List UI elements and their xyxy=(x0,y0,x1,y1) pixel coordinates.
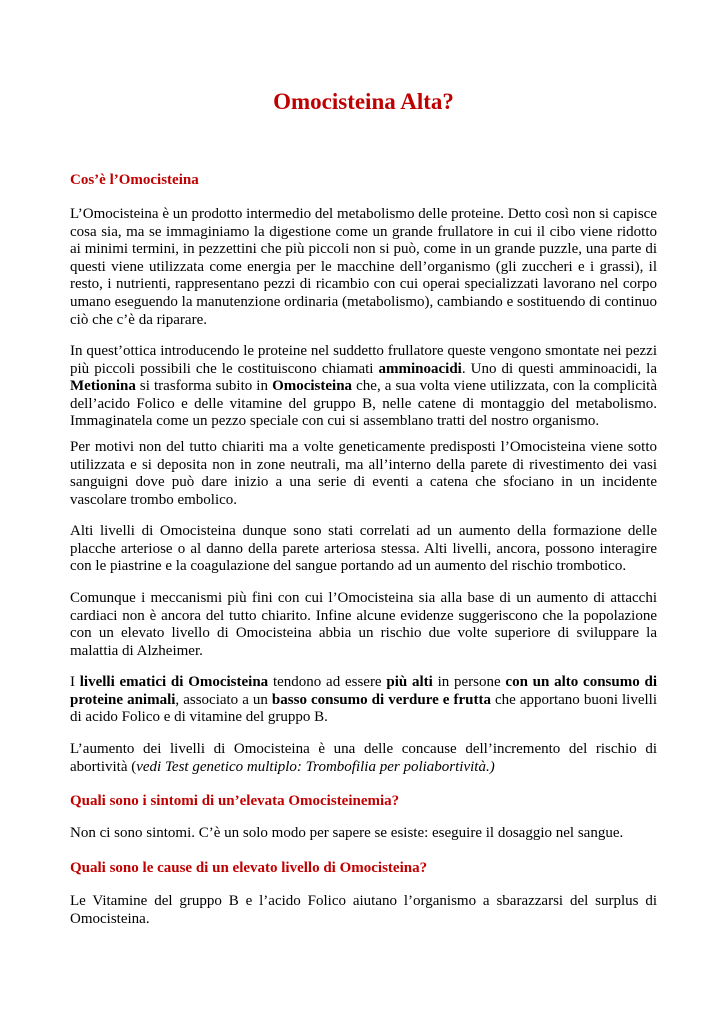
paragraph-text: in persone xyxy=(432,674,506,690)
section-heading-what-is: Cos’è l’Omocisteina xyxy=(70,172,199,188)
paragraph-amino-acids xyxy=(70,343,657,431)
paragraph-text: In quest’ottica introducendo le proteine nel suddetto frullatore queste vengono smontate nei pezzi più piccoli possibili che le costituiscono chiamati xyxy=(70,343,657,377)
page-title: Omocisteina Alta? xyxy=(273,89,454,114)
bold-term: Metionina xyxy=(70,378,136,395)
paragraph-mechanisms: Comunque i meccanismi più fini con cui l’Omocisteina sia alla base di un aumento di attacchi cardiaci non è ancora del tutto chiarito. Infine alcune evidenze suggeriscono che la popolazione con un elevato livello di Omocisteina abbia un rischio due volte superiore di sviluppare la malattia di Alzheimer. xyxy=(70,590,657,659)
italic-reference: vedi Test genetico multiplo: Trombofilia per poliabortività.) xyxy=(136,758,495,775)
paragraph-text: tendono ad essere xyxy=(268,674,387,690)
paragraph-text: L’aumento dei livelli di Omocisteina è una delle concause dell’incremento del rischio di abortività ( xyxy=(70,741,657,775)
paragraph-text: che, a sua volta viene utilizzata, con la complicità dell’acido Folico e delle vitamine del gruppo B, nelle catene di montaggio del metabolismo. Immaginatela come un pezzo speciale con cui si assemblano tratti del nostro organismo. xyxy=(70,378,657,430)
paragraph-abortivity xyxy=(70,741,657,776)
paragraph-text: . Uno di questi amminoacidi, la xyxy=(461,360,657,377)
paragraph-definition: L’Omocisteina è un prodotto intermedio del metabolismo delle proteine. Detto così non si capisce cosa sia, ma se immaginiamo la digestione come un grande frullatore in cui il cibo viene ridotto ai minimi termini, in pezzettini che più piccoli non si può, come in un grande puzzle, una parte di questi viene utilizzata come energia per le macchine dell’organismo (gli zuccheri e i grassi), il resto, i nutrienti, rappresentano pezzi di ricambio con cui operai specializzati lavorano nel corpo umano eseguendo la manutenzione ordinaria (metabolismo), cambiando e sostituendo di continuo ciò che c’è da riparare. xyxy=(70,206,657,328)
paragraph-deposit: Per motivi non del tutto chiariti ma a volte geneticamente predisposti l’Omocisteina viene sotto utilizzata e si deposita non in zone neutrali, ma all’interno della parete di rivestimento dei vasi sanguigni dove può dare inizio a una serie di eventi a catena che sfociano in un incidente vascolare trombo embolico. xyxy=(70,439,657,508)
paragraph-causes: Le Vitamine del gruppo B e l’acido Folico aiutano l’organismo a sbarazzarsi del surplus di Omocisteina. xyxy=(70,893,657,927)
paragraph-text: si trasforma subito in xyxy=(135,378,273,395)
bold-term: con un alto consumo di proteine animali xyxy=(70,674,657,708)
paragraph-text: che apportano buoni livelli di acido Folico e di vitamine del gruppo B. xyxy=(70,691,658,726)
paragraph-blood-levels xyxy=(70,674,657,727)
paragraph-symptoms: Non ci sono sintomi. C’è un solo modo per sapere se esiste: eseguire il dosaggio nel sangue. xyxy=(70,825,624,841)
bold-term: livelli ematici di Omocisteina xyxy=(79,674,269,690)
section-heading-symptoms: Quali sono i sintomi di un’elevata Omocisteinemia? xyxy=(70,793,400,809)
paragraph-text: I xyxy=(70,674,80,690)
bold-term: più alti xyxy=(386,674,433,690)
bold-term: amminoacidi xyxy=(378,360,462,377)
bold-term: Omocisteina xyxy=(272,378,353,395)
bold-term: basso consumo di verdure e frutta xyxy=(271,691,491,708)
section-heading-causes: Quali sono le cause di un elevato livello di Omocisteina? xyxy=(70,860,428,876)
paragraph-correlation: Alti livelli di Omocisteina dunque sono stati correlati ad un aumento della formazione delle placche arteriose o al danno della parete arteriosa stessa. Alti livelli, ancora, possono interagire con le piastrine e la coagulazione del sangue portando ad un aumento del rischio trombotico. xyxy=(70,523,657,575)
paragraph-text: , associato a un xyxy=(175,691,272,708)
